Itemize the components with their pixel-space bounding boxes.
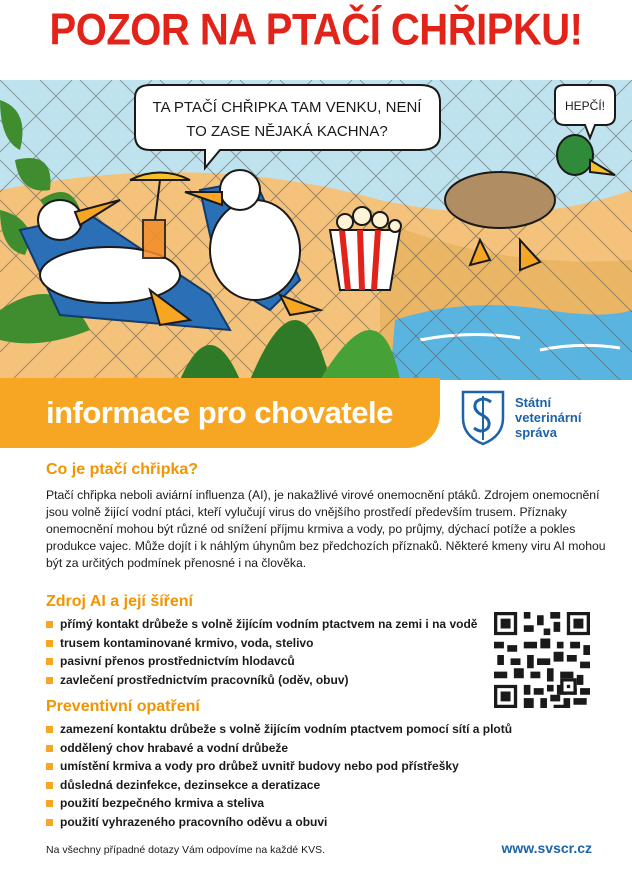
list-item (46, 615, 477, 634)
website-link[interactable]: www.svscr.cz (501, 840, 592, 856)
list-item-text: umístění krmiva a vody pro drůbež uvnitř budovy nebo pod přístřešky (60, 759, 459, 773)
section-heading-what: Co je ptačí chřipka? (46, 461, 199, 478)
list-item (46, 757, 512, 776)
bullet-square-icon (46, 658, 53, 665)
source-list (46, 615, 477, 689)
bullet-square-icon (46, 640, 53, 647)
list-item-text: zavlečení prostřednictvím pracovníků (oděv, obuv) (60, 672, 349, 687)
bullet-square-icon (46, 621, 53, 628)
footer-note: Na všechny případné dotazy Vám odpovíme na každé KVS. (46, 844, 325, 856)
list-item (46, 720, 512, 739)
logo-line-3: správa (515, 425, 557, 440)
list-item (46, 776, 512, 795)
list-item (46, 739, 512, 758)
bullet-square-icon (46, 782, 53, 789)
list-item-text: trusem kontaminované krmivo, voda, stelivo (60, 635, 314, 650)
bullet-square-icon (46, 800, 53, 807)
speech-duck: HEPČÍ! (564, 99, 606, 113)
bullet-square-icon (46, 677, 53, 684)
prevention-list (46, 720, 512, 831)
poster-title: POZOR NA PTAČÍ CHŘIPKU! (49, 5, 583, 55)
list-item-text: použití vyhrazeného pracovního oděvu a obuvi (60, 814, 328, 829)
section-text-what: Ptačí chřipka neboli aviární influenza (AI), je nakažlivé virové onemocnění ptáků. Zdrojem onemocnění jsou volně žijící vodní ptáci, kteří vylučují virus do vnějšího prostředí především trusem. Příznaky onemocnění mohou být různé od snížení příjmu krmiva a vody, po průjmy, dýchací potíže a pokles produkce vajec. Může dojít i k náhlým úhynům bez předchozích příznaků. Některé kmeny viru AI mohou být za určitých podmínek přenosné i na člověka. (46, 488, 606, 570)
list-item-text: zamezení kontaktu drůbeže s volně žijícím vodním ptactvem pomocí sítí a plotů (60, 722, 513, 736)
list-item-text: pasivní přenos prostřednictvím hlodavců (60, 654, 295, 668)
qr-code-icon[interactable] (494, 612, 590, 708)
bullet-square-icon (46, 763, 53, 770)
logo-text (515, 395, 581, 440)
speech-line-1: TA PTAČÍ CHŘIPKA TAM VENKU, NENÍ (152, 99, 422, 116)
logo-line-2: veterinární (515, 410, 582, 425)
list-item-text: použití bezpečného krmiva a steliva (60, 796, 265, 810)
list-item-text: přímý kontakt drůbeže s volně žijícím vodním ptactvem na zemi i na vodě (60, 617, 478, 631)
list-item (46, 813, 512, 832)
speech-line-2: TO ZASE NĚJAKÁ KACHNA? (186, 123, 388, 140)
bullet-square-icon (46, 726, 53, 733)
section-heading-prevention: Preventivní opatření (46, 698, 200, 715)
bullet-square-icon (46, 819, 53, 826)
section-heading-source: Zdroj AI a její šíření (46, 593, 193, 610)
list-item (46, 794, 512, 813)
bullet-square-icon (46, 745, 53, 752)
list-item (46, 634, 477, 653)
list-item (46, 652, 477, 671)
list-item-text: důsledná dezinfekce, dezinsekce a deratizace (60, 777, 321, 792)
list-item-text: oddělený chov hrabavé a vodní drůbeže (60, 740, 289, 755)
cartoon-illustration (0, 80, 632, 380)
logo-line-1: Státní (515, 395, 552, 410)
banner-text: informace pro chovatele (46, 395, 393, 430)
list-item (46, 671, 477, 690)
